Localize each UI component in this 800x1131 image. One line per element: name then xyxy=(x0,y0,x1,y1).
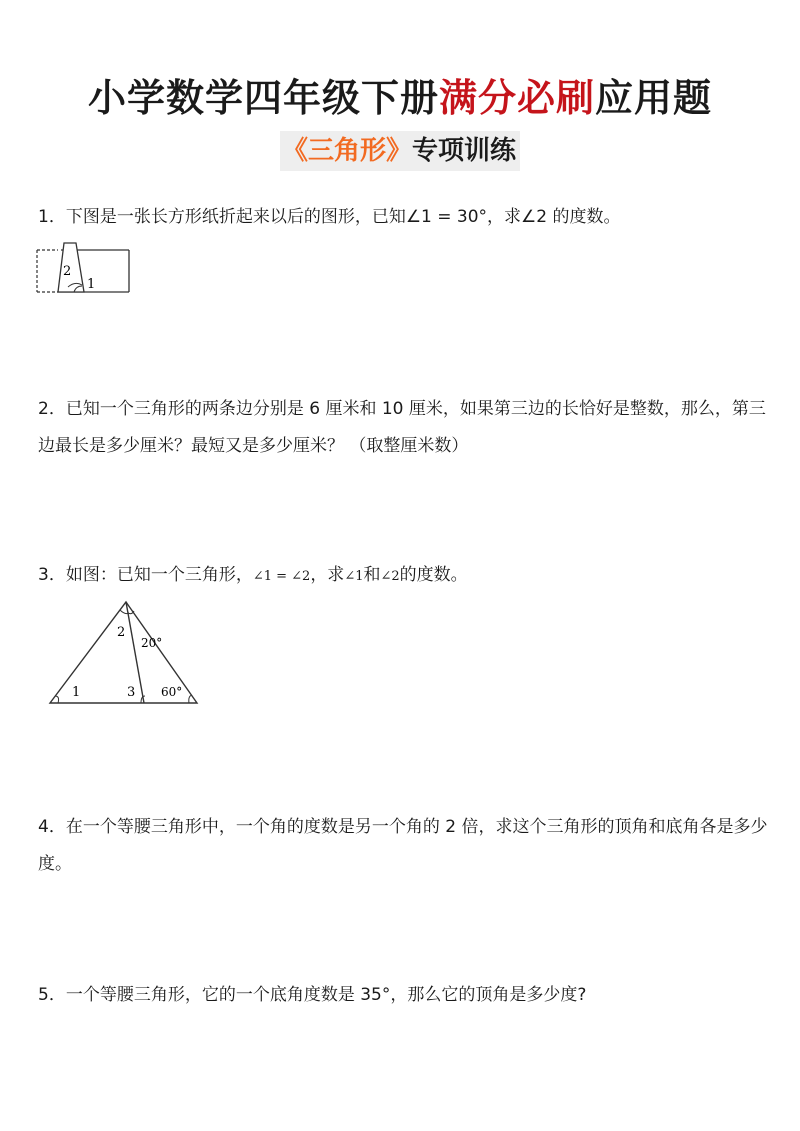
q3-math-angle2: ∠2 xyxy=(380,569,400,584)
fig3-label-1: 1 xyxy=(72,685,81,700)
q3-math-angle1: ∠1 xyxy=(344,569,364,584)
fig3-label-3: 3 xyxy=(127,685,136,700)
q3-text-and: 和 xyxy=(363,565,381,585)
page-title xyxy=(0,72,800,124)
question-5: 5．一个等腰三角形，它的一个底角度数是 35°，那么它的顶角是多少度? xyxy=(38,985,587,1005)
subtitle xyxy=(280,131,520,171)
question-4: 4．在一个等腰三角形中，一个角的度数是另一个角的 2 倍，求这个三角形的顶角和底角各是多少度。 xyxy=(38,817,768,874)
angle-1-arc xyxy=(55,696,59,703)
title-part-1: 小学数学四年级下册 xyxy=(87,76,439,120)
figure-1-folded-paper xyxy=(36,243,136,293)
subtitle-wrap xyxy=(0,131,800,171)
fig3-label-2: 2 xyxy=(117,625,126,640)
title-part-3: 应用题 xyxy=(595,76,713,120)
q3-text-3: 的度数。 xyxy=(399,565,468,585)
question-3 xyxy=(38,557,768,595)
figure-3-triangle xyxy=(46,600,206,710)
fig3-label-60: 60° xyxy=(161,685,183,699)
question-2: 2．已知一个三角形的两条边分别是 6 厘米和 10 厘米，如果第三边的长恰好是整数，那么，第三边最长是多少厘米？最短又是多少厘米？ （取整厘米数） xyxy=(38,399,766,456)
fig1-label-2: 2 xyxy=(63,264,72,279)
subtitle-text: 专项训练 xyxy=(412,136,517,166)
q3-text-1: 3．如图：已知一个三角形， xyxy=(38,565,253,585)
fig1-label-1: 1 xyxy=(87,277,96,292)
q3-math-angle-eq: ∠1 = ∠2 xyxy=(252,569,311,584)
title-highlight: 满分必刷 xyxy=(438,76,595,120)
subtitle-highlight: 《三角形》 xyxy=(281,136,412,166)
q3-text-2: ，求 xyxy=(310,565,345,585)
question-1: 1．下图是一张长方形纸折起来以后的图形，已知∠1 = 30°，求∠2 的度数。 xyxy=(38,207,621,227)
fig3-label-20: 20° xyxy=(141,636,163,650)
